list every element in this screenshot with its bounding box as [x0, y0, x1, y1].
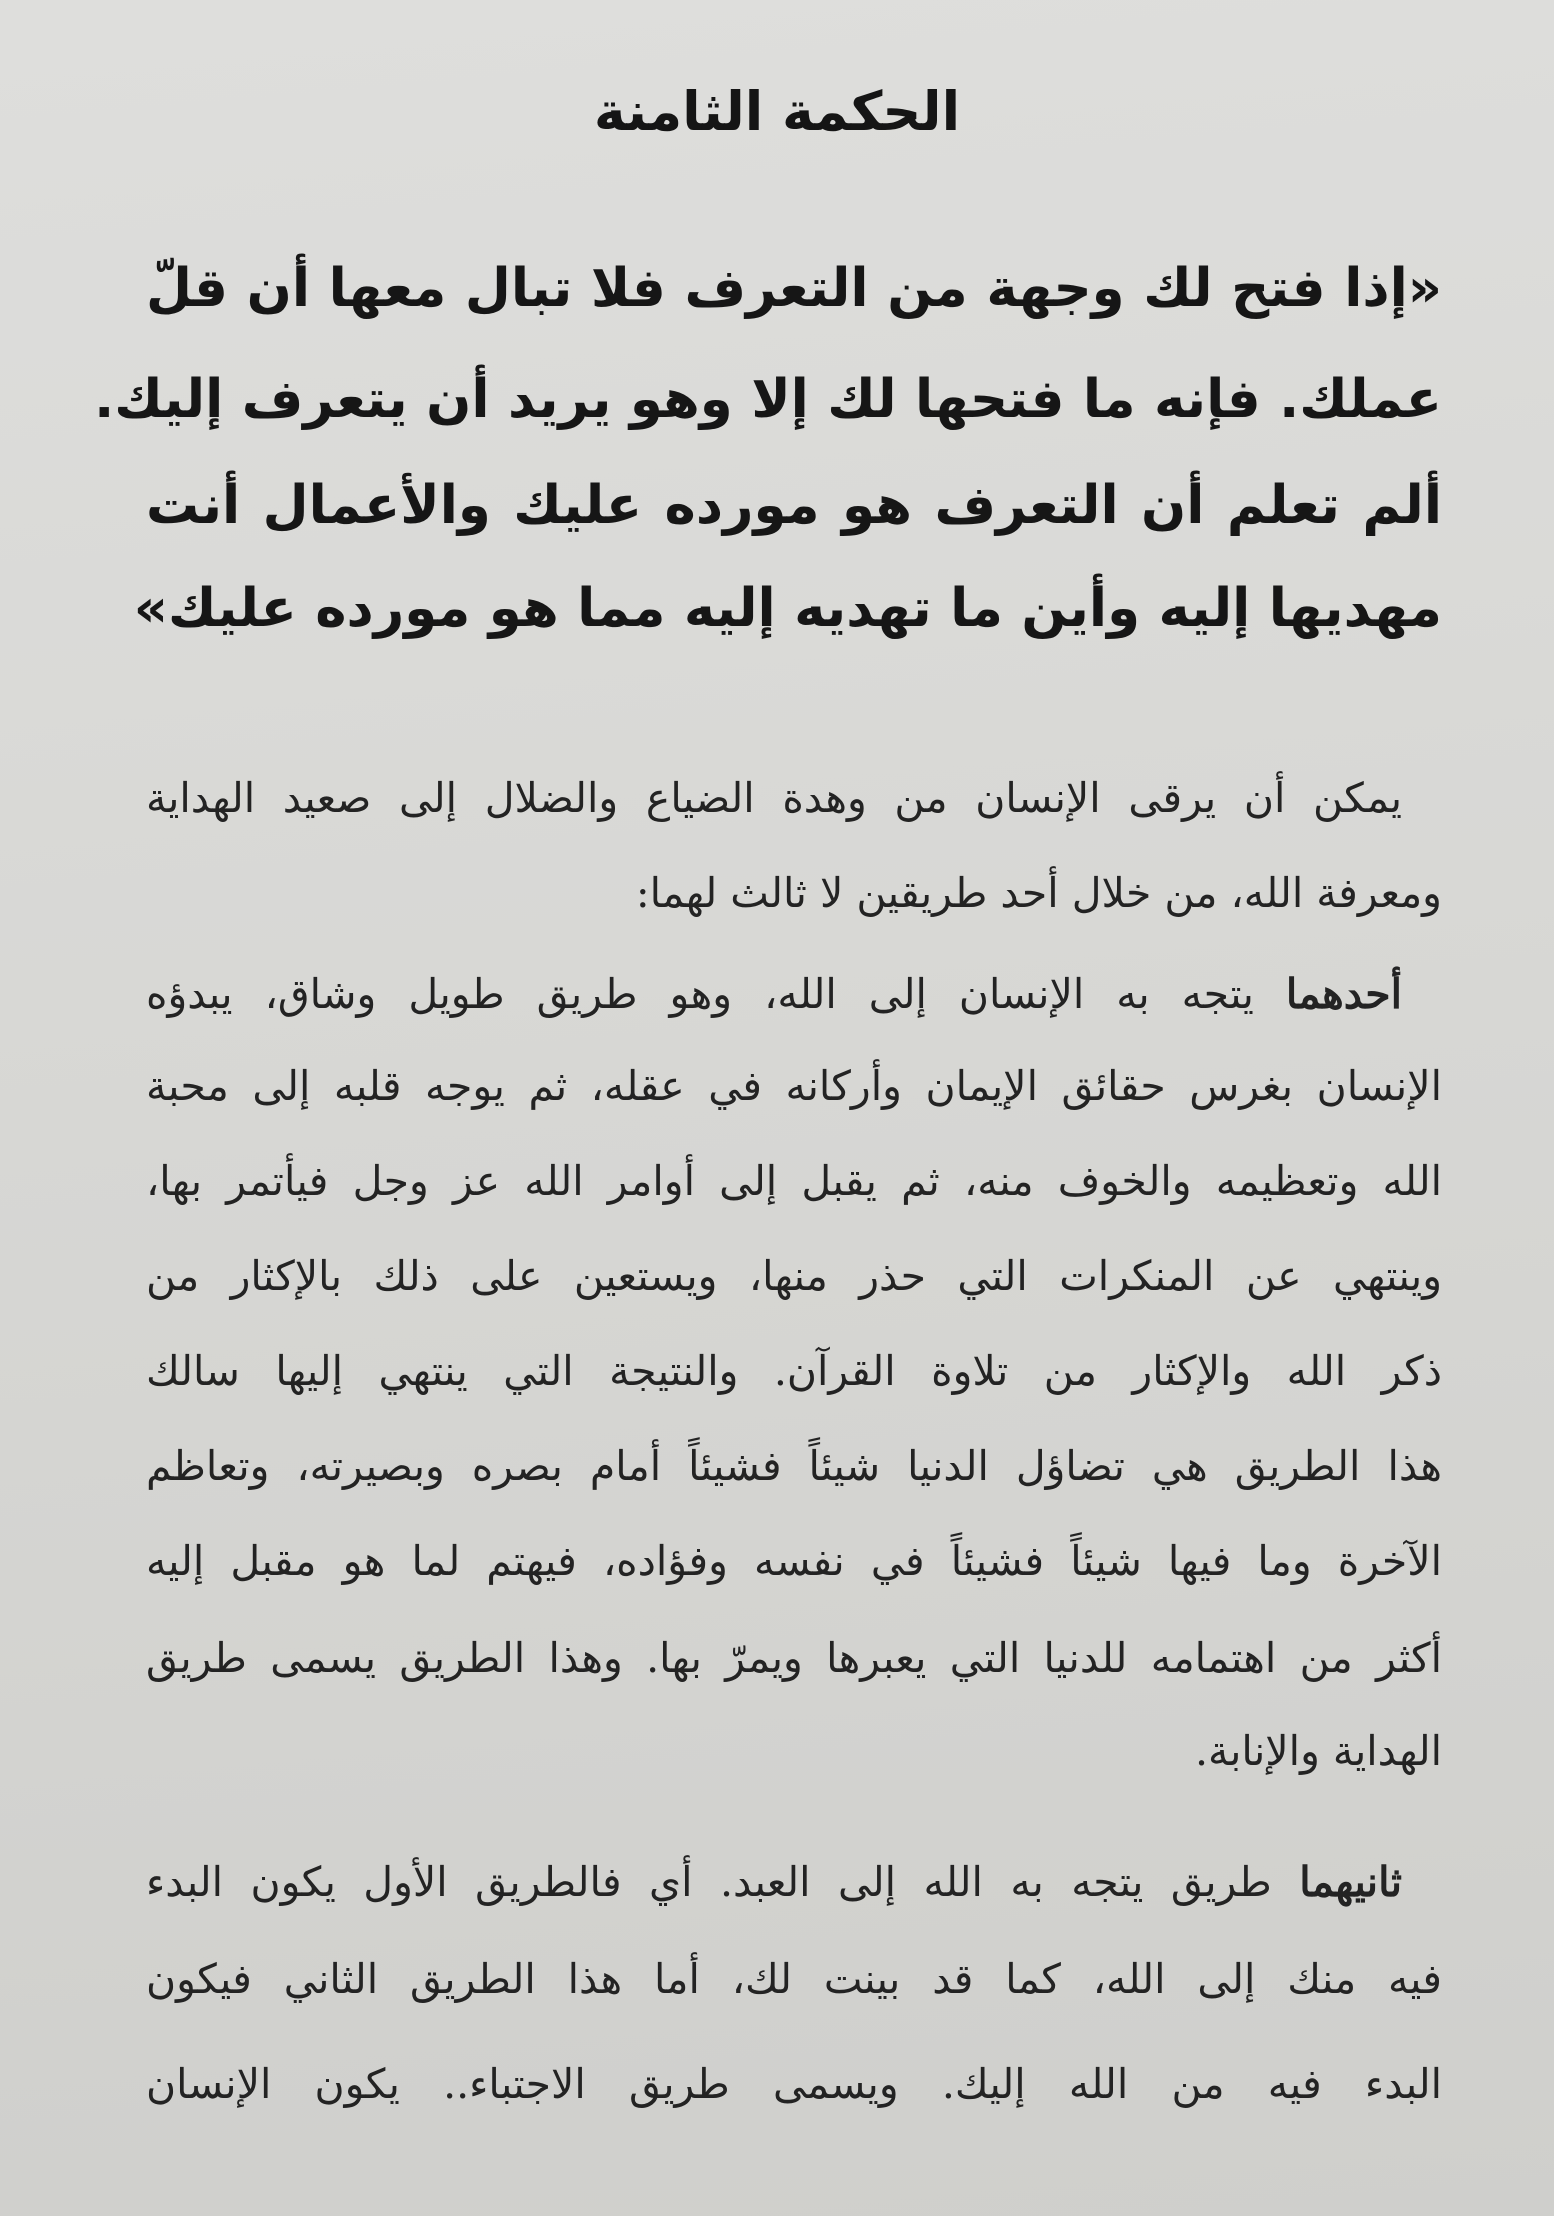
text-line: ذكر الله والإكثار من تلاوة القرآن. والنتيجة التي ينتهي إليها سالك — [146, 1347, 1442, 1395]
text-line — [146, 970, 1402, 1018]
text-line: الإنسان بغرس حقائق الإيمان وأركانه في عقله، ثم يوجه قلبه إلى محبة — [146, 1062, 1442, 1110]
quote-line: مهديها إليه وأين ما تهديه إليه مما هو مورده عليك» — [133, 578, 1442, 639]
text-line: ومعرفة الله، من خلال أحد طريقين لا ثالث لهما: — [635, 869, 1442, 917]
paragraph-lead-word: ثانيهما — [1299, 1858, 1402, 1906]
text-line: أكثر من اهتمامه للدنيا التي يعبرها ويمرّ بها. وهذا الطريق يسمى طريق — [146, 1634, 1442, 1682]
text-line: وينتهي عن المنكرات التي حذر منها، ويستعين على ذلك بالإكثار من — [146, 1252, 1442, 1300]
text-span: يتجه به الإنسان إلى الله، وهو طريق طويل وشاق، يبدؤه — [146, 970, 1286, 1018]
page-title: الحكمة الثامنة — [593, 80, 961, 143]
text-line: يمكن أن يرقى الإنسان من وهدة الضياع والضلال إلى صعيد الهداية — [146, 774, 1402, 822]
quote-line: عملك. فإنه ما فتحها لك إلا وهو يريد أن يتعرف إليك. — [94, 369, 1442, 430]
text-line — [146, 1858, 1402, 1906]
text-line: الهداية والإنابة. — [1194, 1727, 1442, 1775]
text-span: طريق يتجه به الله إلى العبد. أي فالطريق الأول يكون البدء — [146, 1858, 1300, 1906]
text-line: الله وتعظيمه والخوف منه، ثم يقبل إلى أوامر الله عز وجل فيأتمر بها، — [146, 1157, 1442, 1205]
quote-line: ألم تعلم أن التعرف هو مورده عليك والأعمال أنت — [146, 475, 1442, 536]
text-line: البدء فيه من الله إليك. ويسمى طريق الاجتباء.. يكون الإنسان — [146, 2060, 1442, 2108]
text-line: الآخرة وما فيها شيئاً فشيئاً في نفسه وفؤاده، فيهتم لما هو مقبل إليه — [146, 1537, 1442, 1585]
text-line: فيه منك إلى الله، كما قد بينت لك، أما هذا الطريق الثاني فيكون — [146, 1955, 1442, 2003]
paragraph-lead-word: أحدهما — [1285, 970, 1402, 1018]
text-line: هذا الطريق هي تضاؤل الدنيا شيئاً فشيئاً أمام بصره وبصيرته، وتعاظم — [146, 1442, 1442, 1490]
quote-line: «إذا فتح لك وجهة من التعرف فلا تبال معها أن قلّ — [146, 258, 1442, 319]
